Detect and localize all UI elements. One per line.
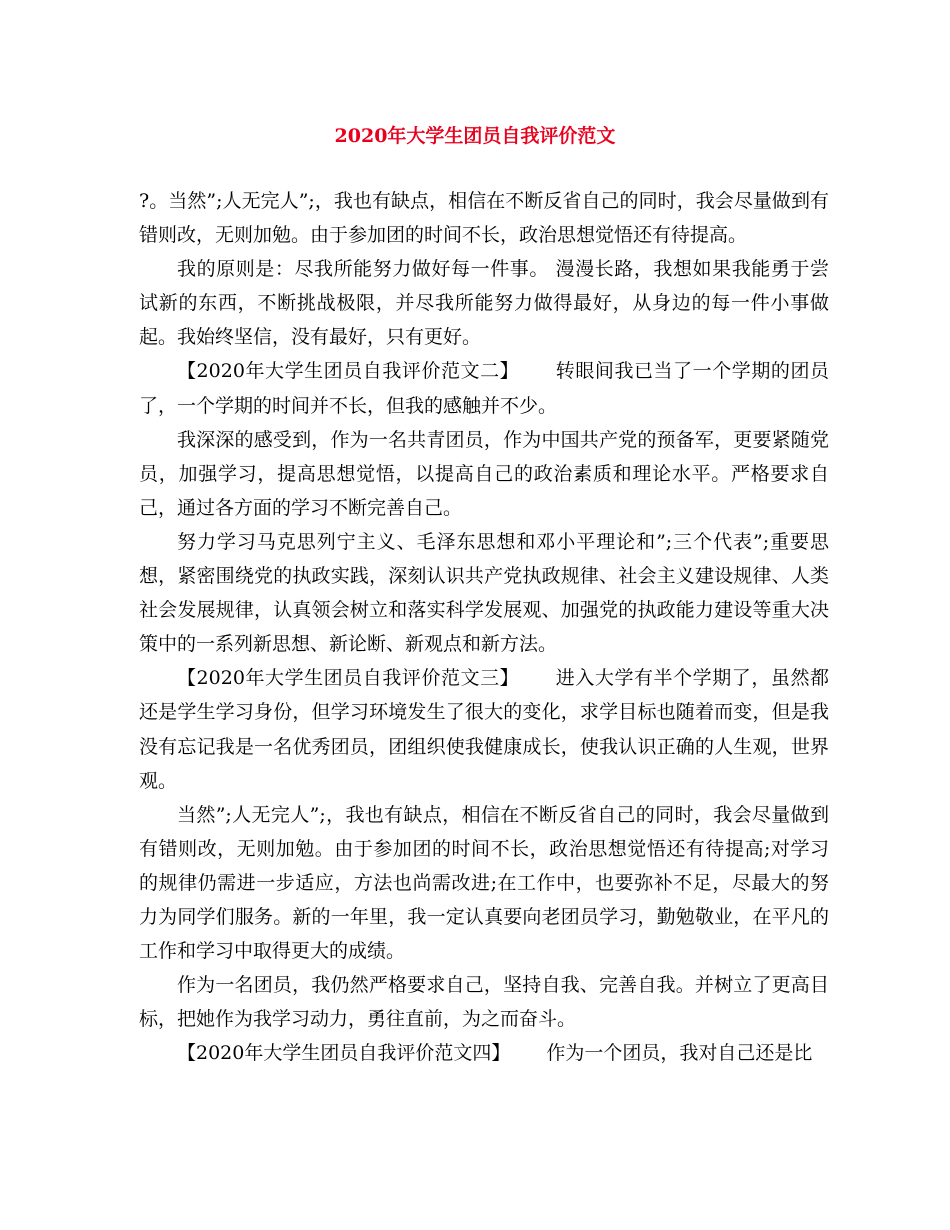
- document-body: [139, 184, 829, 1070]
- document-title: 2020年大学生团员自我评价范文: [334, 125, 616, 147]
- paragraph-text: 当然”;人无完人”;，我也有缺点，相信在不断反省自己的同时，我会尽量做到有错则改，无则加勉。由于参加团的时间不长，政治思想觉悟还有待提高;对学习的规律仍需进一步适应，方法也尚需改进;在工作中，也要弥补不足，尽最大的努力为同学们服务。新的一年里，我一定认真要向老团员学习，勤勉敬业，在平凡的工作和学习中取得更大的成绩。: [139, 803, 829, 963]
- paragraph-text: 进入大学有半个学期了，虽然都还是学生学习身份，但学习环境发生了很大的变化，求学目标也随着而变，但是我没有忘记我是一名优秀团员，团组织使我健康成长，使我认识正确的人生观，世界观。: [139, 667, 829, 792]
- paragraph-6: [139, 661, 829, 797]
- paragraph-text: 我深深的感受到，作为一名共青团员，作为中国共产党的预备军，更要紧随党员，加强学习，提高思想觉悟，以提高自己的政治素质和理论水平。严格要求自己，通过各方面的学习不断完善自己。: [139, 428, 829, 519]
- paragraph-text: 转眼间我已当了一个学期的团员了，一个学期的时间并不长，但我的感触并不少。: [139, 360, 829, 417]
- paragraph-3: [139, 354, 829, 422]
- paragraph-7: [139, 798, 829, 968]
- paragraph-text: 作为一个团员，我对自己还是比: [546, 1042, 813, 1065]
- paragraph-text: 我的原则是：尽我所能努力做好每一件事。 漫漫长路，我想如果我能勇于尝试新的东西，不断挑战极限，并尽我所能努力做得最好，从身边的每一件小事做起。我始终坚信，没有最好，只有更好。: [139, 258, 829, 349]
- paragraph-text: ?。当然”;人无完人”;，我也有缺点，相信在不断反省自己的同时，我会尽量做到有错则改，无则加勉。由于参加团的时间不长，政治思想觉悟还有待提高。: [139, 190, 829, 247]
- paragraph-8: [139, 968, 829, 1036]
- paragraph-9: [139, 1036, 829, 1070]
- paragraph-text: 作为一名团员，我仍然严格要求自己，坚持自我、完善自我。并树立了更高目标，把她作为我学习动力，勇往直前，为之而奋斗。: [139, 974, 829, 1031]
- section-heading: 【2020年大学生团员自我评价范文四】: [177, 1042, 511, 1065]
- paragraph-5: [139, 525, 829, 661]
- paragraph-4: [139, 423, 829, 525]
- paragraph-2: [139, 252, 829, 354]
- section-heading: 【2020年大学生团员自我评价范文三】: [177, 667, 520, 690]
- section-heading: 【2020年大学生团员自我评价范文二】: [177, 360, 520, 383]
- paragraph-1: [139, 184, 829, 252]
- paragraph-text: 努力学习马克思列宁主义、毛泽东思想和邓小平理论和”;三个代表”;重要思想，紧密围绕党的执政实践，深刻认识共产党执政规律、社会主义建设规律、人类社会发展规律，认真领会树立和落实科学发展观、加强党的执政能力建设等重大决策中的一系列新思想、新论断、新观点和新方法。: [139, 530, 829, 656]
